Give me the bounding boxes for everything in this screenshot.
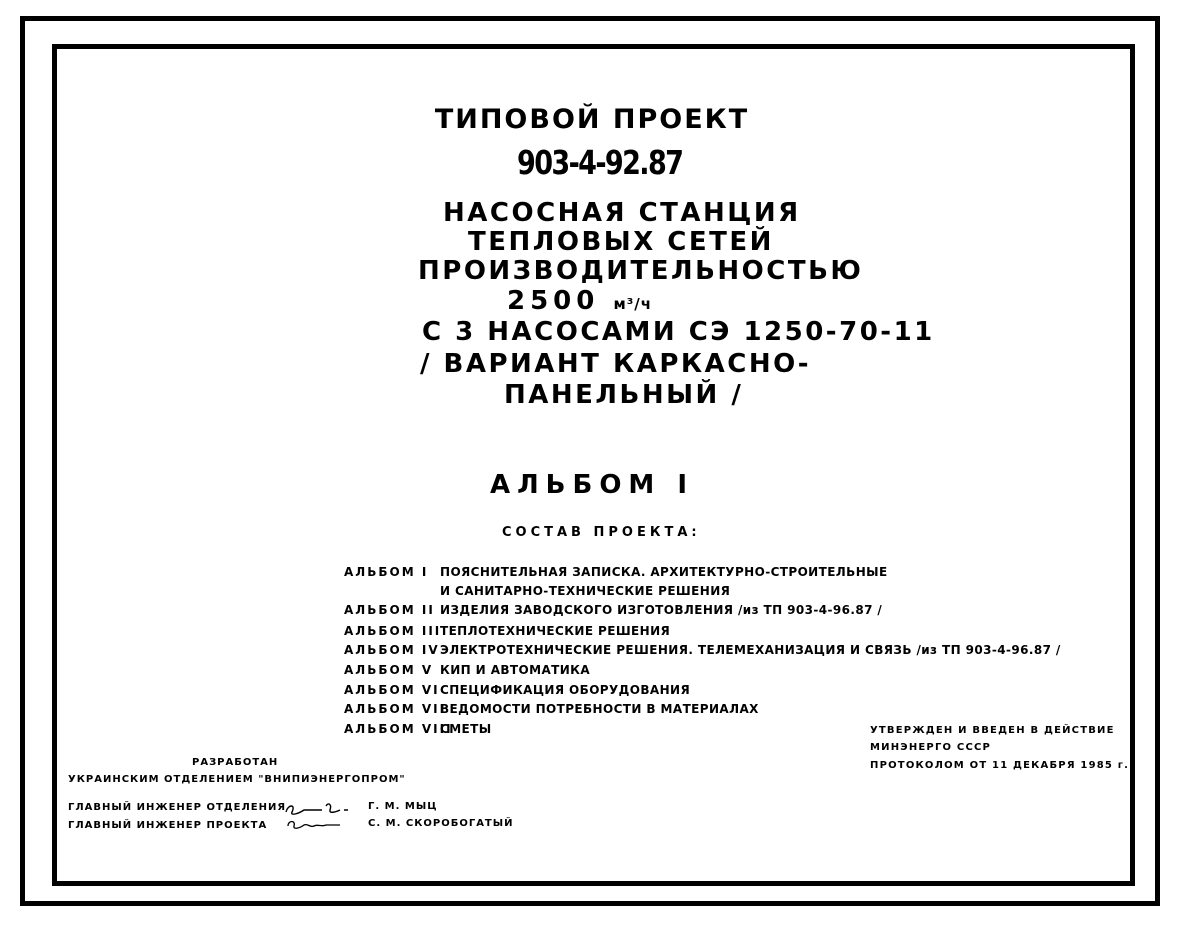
- album-code: АЛЬБОМ VI: [344, 683, 440, 697]
- album-code: АЛЬБОМ VIII: [344, 722, 453, 736]
- album-description: СПЕЦИФИКАЦИЯ ОБОРУДОВАНИЯ: [440, 683, 691, 697]
- album-code: АЛЬБОМ IV: [344, 643, 440, 657]
- album-description: ИЗДЕЛИЯ ЗАВОДСКОГО ИЗГОТОВЛЕНИЯ /из ТП 903-4-96.87 /: [440, 603, 883, 617]
- album-code: АЛЬБОМ III: [344, 624, 442, 638]
- project-number: 903-4-92.87: [517, 143, 683, 182]
- album-description-continuation: И САНИТАРНО-ТЕХНИЧЕСКИЕ РЕШЕНИЯ: [440, 584, 731, 598]
- list-item: [344, 683, 690, 702]
- approval-line-1: УТВЕРЖДЕН И ВВЕДЕН В ДЕЙСТВИЕ: [870, 725, 1115, 736]
- approval-line-3: ПРОТОКОЛОМ ОТ 11 ДЕКАБРЯ 1985 г.: [870, 760, 1130, 771]
- album-code: АЛЬБОМ I: [344, 565, 429, 579]
- list-item: [344, 603, 882, 622]
- signatory-role-1: ГЛАВНЫЙ ИНЖЕНЕР ОТДЕЛЕНИЯ: [68, 802, 287, 813]
- project-name-line-7: ПАНЕЛЬНЫЙ /: [504, 380, 744, 410]
- signature-2: [284, 816, 344, 832]
- project-name-line-1: НАСОСНАЯ СТАНЦИЯ: [443, 198, 801, 228]
- approval-line-2: МИНЭНЕРГО СССР: [870, 742, 992, 753]
- album-description: ПОЯСНИТЕЛЬНАЯ ЗАПИСКА. АРХИТЕКТУРНО-СТРОИТЕЛЬНЫЕ: [440, 565, 888, 579]
- capacity-value: 2500: [507, 286, 600, 316]
- capacity-unit: м³/ч: [613, 295, 653, 313]
- album-description: КИП И АВТОМАТИКА: [440, 663, 591, 677]
- album-description: ЭЛЕКТРОТЕХНИЧЕСКИЕ РЕШЕНИЯ. ТЕЛЕМЕХАНИЗАЦИЯ И СВЯЗЬ /из ТП 903-4-96.87 /: [440, 643, 1061, 657]
- project-name-line-2: ТЕПЛОВЫХ СЕТЕЙ: [468, 227, 774, 257]
- album-code: АЛЬБОМ VII: [344, 702, 447, 716]
- album-code: АЛЬБОМ V: [344, 663, 434, 677]
- project-capacity: [507, 286, 652, 316]
- album-code: АЛЬБОМ II: [344, 603, 435, 617]
- project-name-line-3: ПРОИЗВОДИТЕЛЬНОСТЬЮ: [418, 256, 864, 286]
- developer-organization: УКРАИНСКИМ ОТДЕЛЕНИЕМ "ВНИПИЭНЕРГОПРОМ": [68, 774, 406, 785]
- signatory-name-2: С. М. СКОРОБОГАТЫЙ: [368, 818, 514, 829]
- album-description: СМЕТЫ: [440, 722, 492, 736]
- composition-title: СОСТАВ ПРОЕКТА:: [502, 525, 701, 540]
- list-item: [344, 624, 670, 643]
- album-description: ВЕДОМОСТИ ПОТРЕБНОСТИ В МАТЕРИАЛАХ: [440, 702, 759, 716]
- list-item: [344, 702, 759, 721]
- album-description: ТЕПЛОТЕХНИЧЕСКИЕ РЕШЕНИЯ: [440, 624, 671, 638]
- signatory-name-1: Г. М. МЫЦ: [368, 801, 438, 812]
- list-item: [344, 565, 888, 584]
- developed-by-label: РАЗРАБОТАН: [192, 757, 279, 768]
- document-title: ТИПОВОЙ ПРОЕКТ: [434, 104, 750, 135]
- project-name-line-6: / ВАРИАНТ КАРКАСНО-: [420, 349, 812, 379]
- list-item: [344, 722, 492, 741]
- list-item: [344, 643, 1061, 662]
- signatory-role-2: ГЛАВНЫЙ ИНЖЕНЕР ПРОЕКТА: [68, 820, 268, 831]
- album-title: АЛЬБОМ I: [489, 470, 695, 500]
- list-item: [344, 663, 590, 682]
- project-name-line-5: С 3 НАСОСАМИ СЭ 1250-70-11: [422, 317, 935, 347]
